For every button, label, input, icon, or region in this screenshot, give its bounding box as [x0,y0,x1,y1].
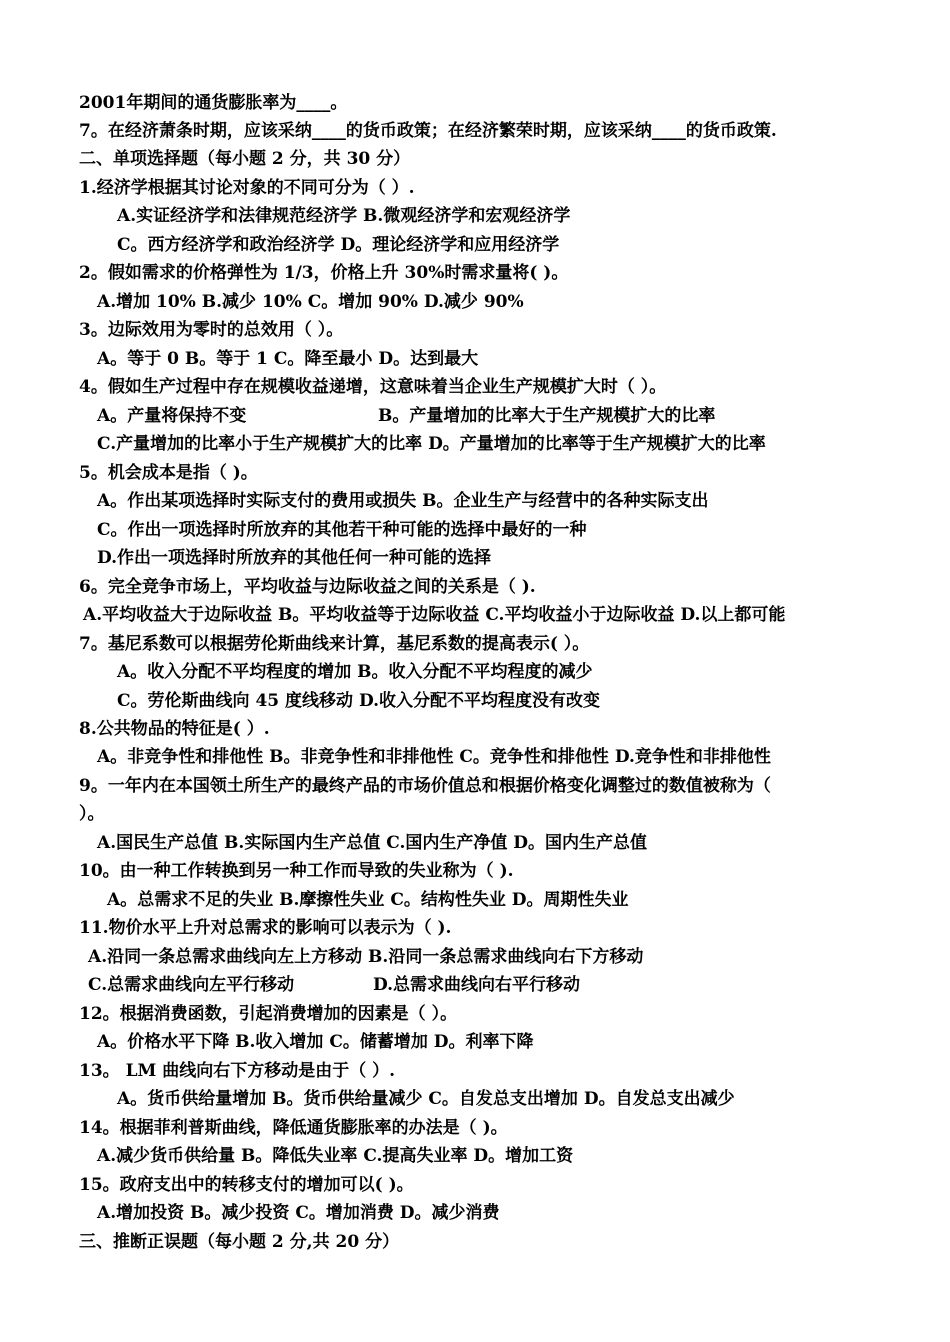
question-7: 7。基尼系数可以根据劳伦斯曲线来计算，基尼系数的提高表示( ）。 [79,634,590,654]
question-9: 9。一年内在本国领土所生产的最终产品的市场价值总和根据价格变化调整过的数值被称为（ [79,776,771,796]
option-line: A。价格水平下降 B.收入增加 C。储蓄增加 D。利率下降 [97,1032,534,1052]
question-13: 13。 LM 曲线向右下方移动是由于（ ）. [79,1061,396,1081]
question-8: 8.公共物品的特征是( ）. [79,719,270,739]
question-11: 11.物价水平上升对总需求的影响可以表示为（ ). [79,918,452,938]
option-line: A。收入分配不平均程度的增加 B。收入分配不平均程度的减少 [117,662,593,682]
section-heading: 二、单项选择题（每小题 2 分，共 30 分） [79,149,411,169]
option-line: A.增加投资 B。减少投资 C。增加消费 D。减少消费 [97,1203,500,1223]
option-line: A.增加 10% B.减少 10% C。增加 90% D.减少 90% [97,292,524,312]
question-3: 3。边际效用为零时的总效用（ ）。 [79,320,344,340]
option-line: A。作出某项选择时实际支付的费用或损失 B。企业生产与经营中的各种实际支出 [97,491,709,511]
question-1: 1.经济学根据其讨论对象的不同可分为（ ）. [79,178,415,198]
question-7-fill: 7。在经济萧条时期，应该采纳____的货币政策；在经济繁荣时期，应该采纳____的货币政策. [79,121,777,141]
option-line: C.总需求曲线向左平行移动 [88,975,295,995]
section-heading: 三、推断正误题（每小题 2 分,共 20 分） [79,1232,400,1252]
question-9-continued: ）。 [79,804,105,824]
option-line: C。西方经济学和政治经济学 D。理论经济学和应用经济学 [117,235,560,255]
option-line: A。产量将保持不变 [97,406,247,426]
question-10: 10。由一种工作转换到另一种工作而导致的失业称为（ ). [79,861,514,881]
option-line: A。等于 0 B。等于 1 C。降至最小 D。达到最大 [97,349,479,369]
option-line: A。货币供给量增加 B。货币供给量减少 C。自发总支出增加 D。自发总支出减少 [117,1089,735,1109]
option-line: A。总需求不足的失业 B.摩擦性失业 C。结构性失业 D。周期性失业 [107,890,629,910]
question-14: 14。根据菲利普斯曲线，降低通货膨胀率的办法是（ )。 [79,1118,508,1138]
question-6: 6。完全竞争市场上，平均收益与边际收益之间的关系是（ ). [79,577,536,597]
question-4: 4。假如生产过程中存在规模收益递增，这意味着当企业生产规模扩大时（ ）。 [79,377,667,397]
option-line: C.产量增加的比率小于生产规模扩大的比率 D。产量增加的比率等于生产规模扩大的比率 [97,434,766,454]
option-line: C。劳伦斯曲线向 45 度线移动 D.收入分配不平均程度没有改变 [117,691,600,711]
question-2: 2。假如需求的价格弹性为 1/3，价格上升 30%时需求量将( )。 [79,263,569,283]
question-5: 5。机会成本是指（ )。 [79,463,258,483]
question-15: 15。政府支出中的转移支付的增加可以( )。 [79,1175,414,1195]
option-line: A。非竞争性和排他性 B。非竞争性和非排他性 C。竞争性和排他性 D.竞争性和非排他性 [97,747,771,767]
option-line: A.实证经济学和法律规范经济学 B.微观经济学和宏观经济学 [117,206,571,226]
option-line: B。产量增加的比率大于生产规模扩大的比率 [378,406,716,426]
option-line: A.平均收益大于边际收益 B。平均收益等于边际收益 C.平均收益小于边际收益 D.以上都可能 [83,605,786,625]
text-line: 2001年期间的通货膨胀率为____。 [79,93,348,113]
question-12: 12。根据消费函数，引起消费增加的因素是（ ）。 [79,1004,458,1024]
option-line: A.减少货币供给量 B。降低失业率 C.提高失业率 D。增加工资 [97,1146,574,1166]
option-line: D.总需求曲线向右平行移动 [373,975,581,995]
option-line: C。作出一项选择时所放弃的其他若干种可能的选择中最好的一种 [97,520,587,540]
option-line: D.作出一项选择时所放弃的其他任何一种可能的选择 [97,548,492,568]
option-line: A.国民生产总值 B.实际国内生产总值 C.国内生产净值 D。国内生产总值 [97,833,648,853]
option-line: A.沿同一条总需求曲线向左上方移动 B.沿同一条总需求曲线向右下方移动 [88,947,644,967]
